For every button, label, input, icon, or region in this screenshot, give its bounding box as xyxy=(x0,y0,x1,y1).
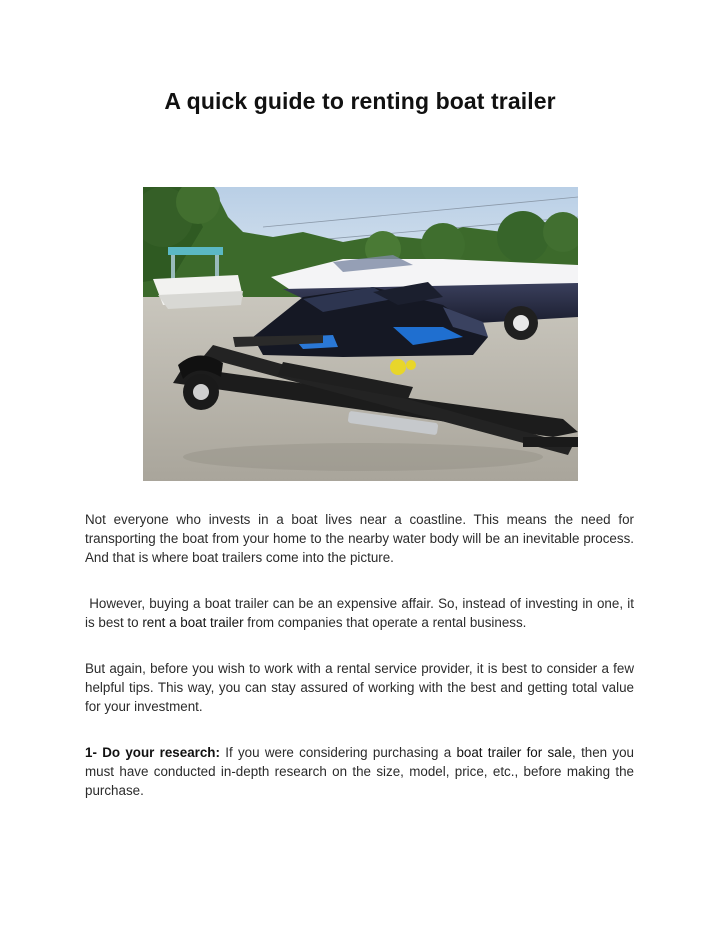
paragraph-intro: Not everyone who invests in a boat lives near a coastline. This means the need for transporting the boat from your home to the nearby water body will be an inevitable process. And that is where boat trailers come into the picture. xyxy=(85,512,634,565)
page-title: A quick guide to renting boat trailer xyxy=(164,88,556,114)
research-heading: 1- Do your research: xyxy=(85,745,220,760)
paragraph-research-text-b: then you must have conducted in-depth research on the size, model, price, etc., before making the purchase. xyxy=(85,745,635,798)
rent-boat-trailer-link[interactable]: rent a boat trailer xyxy=(142,615,244,630)
paragraph-renting xyxy=(85,594,634,632)
paragraph-renting-text-a: However, buying a boat trailer can be an expensive affair. So, instead of investing in one, it is best to xyxy=(85,596,634,630)
paragraph-research-text-a: If you were considering purchasing a xyxy=(219,745,457,760)
paragraph-renting-text-b: from companies that operate a rental business. xyxy=(243,615,527,630)
paragraph-research xyxy=(85,743,634,800)
hero-image xyxy=(143,187,578,481)
boat-trailer-for-sale-link[interactable]: boat trailer for sale, xyxy=(456,745,576,760)
paragraph-tips: But again, before you wish to work with a rental service provider, it is best to consider a few helpful tips. This way, you can stay assured of working with the best and getting total value for your investment. xyxy=(85,661,634,714)
